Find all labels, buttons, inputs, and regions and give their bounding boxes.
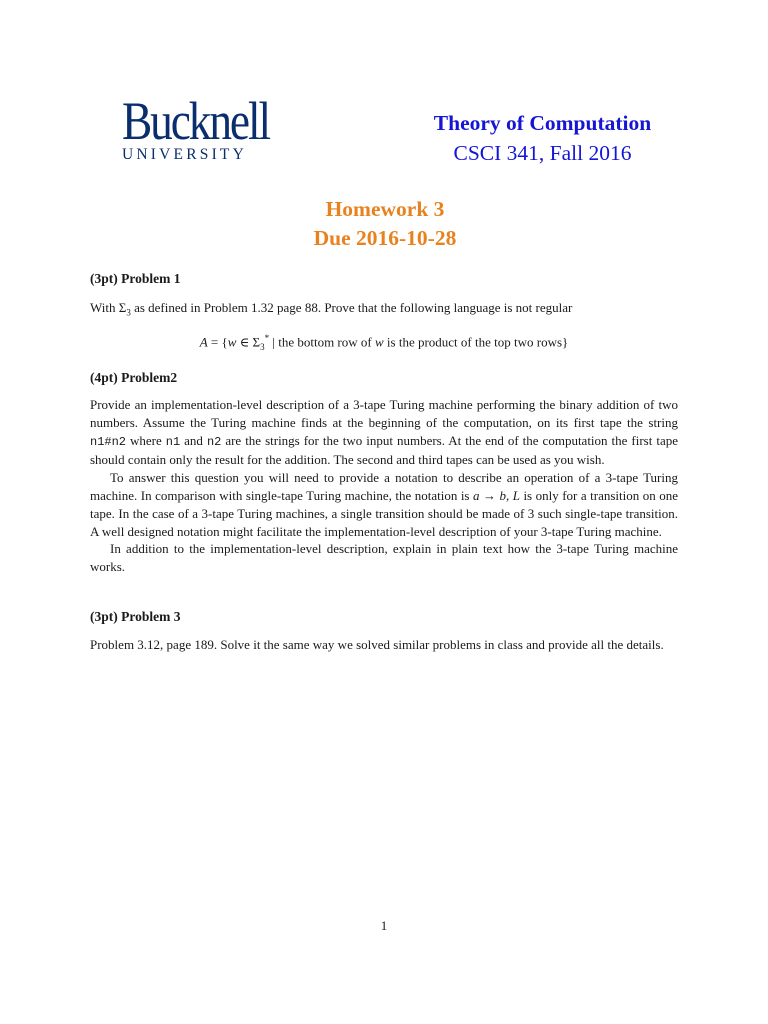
problem-1-heading: (3pt) Problem 1 (90, 271, 181, 286)
problem-1-formula: A = {w ∈ $\Sigma_3^*$ | the bottom row of w is the product of the top two rows} (199, 333, 569, 352)
problem-2-paragraph-1: Provide an implementation-level description of a 3-tape Turing machine performing the binary addition of two numbers. Assume the Turing machine finds at the beginning of the computation, on its first tape the string n1#n2 where n1 and n2 are the strings for the two input numbers. At the end of the computation the first tape should contain only the result for the addition. The second and third tapes can be used as you wish. (90, 397, 678, 468)
problem-2-text (90, 396, 678, 576)
problem-3-text: Problem 3.12, page 189. Solve it the same way we solved similar problems in class and provide all the details. (90, 637, 664, 652)
problem-3-heading: (3pt) Problem 3 (90, 609, 181, 624)
homework-title: Homework 3 (325, 197, 445, 221)
logo-wordmark: Bucknell (122, 91, 269, 151)
page-number: 1 (380, 918, 388, 933)
bucknell-logo (122, 91, 272, 164)
problem-2-paragraph-3: In addition to the implementation-level description, explain in plain text how the 3-tape Turing machine works. (90, 541, 678, 575)
course-code: CSCI 341, Fall 2016 (453, 141, 632, 165)
problem-1-text: With $\Sigma_3$ as defined in Problem 1.32 page 88. Prove that the following language is not regular (90, 300, 573, 318)
problem-2-heading: (4pt) Problem2 (90, 370, 178, 385)
course-title: Theory of Computation (433, 111, 652, 135)
problem-2-paragraph-2: To answer this question you will need to provide a notation to describe an operation of a 3-tape Turing machine. In comparison with single-tape Turing machine, the notation is a → b, L is only for a transition on one tape. In the case of a 3-tape Turing machines, a single transition should be made of 3 such single-tape transition. A well designed notation might facilitate the implementation-level description of your 3-tape Turing machine. (90, 470, 678, 539)
homework-due-date: Due 2016-10-28 (313, 226, 457, 250)
logo-subtitle: UNIVERSITY (122, 146, 247, 163)
